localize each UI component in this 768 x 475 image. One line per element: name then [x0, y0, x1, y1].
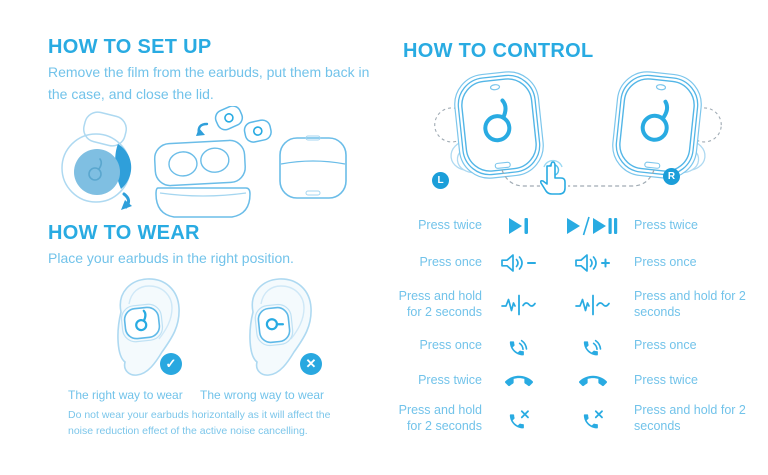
anc-mode-icon: [484, 293, 554, 317]
control-left-label: Press and hold for 2 seconds: [398, 289, 482, 319]
control-right-label: Press once: [634, 338, 697, 353]
volume-down-icon: [484, 252, 554, 274]
answer-call-icon: [554, 334, 632, 358]
skip-next-icon: [484, 216, 554, 236]
control-right-label: Press and hold for 2 seconds: [634, 289, 746, 319]
control-left-label: Press twice: [418, 373, 482, 388]
wear-illustration: [95, 272, 335, 384]
left-badge: L: [432, 172, 449, 189]
control-left-label: Press twice: [418, 218, 482, 233]
play-pause-icon: [554, 216, 632, 236]
setup-title: HOW TO SET UP: [48, 36, 212, 58]
reject-call-icon: [554, 407, 632, 431]
control-illustration: [408, 66, 748, 208]
tap-gesture-icon: [541, 161, 565, 194]
open-case-icon: [154, 106, 273, 217]
wear-title: HOW TO WEAR: [48, 222, 200, 244]
end-call-icon: [554, 374, 632, 388]
setup-body: Remove the film from the earbuds, put them back in the case, and close the lid.: [48, 64, 370, 102]
volume-up-icon: [554, 252, 632, 274]
answer-call-icon: [484, 334, 554, 358]
control-left-label: Press once: [419, 255, 482, 270]
control-left-label: Press once: [419, 338, 482, 353]
control-title: HOW TO CONTROL: [403, 40, 594, 62]
earbud-film-icon: [62, 109, 132, 210]
left-earbud-icon: [430, 69, 546, 184]
closed-case-icon: [280, 136, 346, 198]
control-table: [392, 210, 760, 442]
reject-call-icon: [484, 407, 554, 431]
control-left-label: Press and hold for 2 seconds: [398, 403, 482, 433]
end-call-icon: [484, 374, 554, 388]
anc-mode-icon: [554, 293, 632, 317]
control-right-label: Press twice: [634, 373, 698, 388]
right-badge: R: [663, 168, 680, 185]
control-right-label: Press and hold for 2 seconds: [634, 403, 746, 433]
right-earbud-icon: [610, 69, 726, 184]
cross-icon: ✕: [300, 353, 322, 375]
right-way-caption: The right way to wear: [68, 388, 183, 402]
wear-note: Do not wear your earbuds horizontally as it will affect the noise reduction effect of the active noise cancelling.: [68, 409, 331, 437]
check-icon: ✓: [160, 353, 182, 375]
wear-body: Place your earbuds in the right position.: [48, 250, 294, 266]
control-right-label: Press twice: [634, 218, 698, 233]
setup-illustration: [50, 106, 350, 218]
control-right-label: Press once: [634, 255, 697, 270]
wrong-way-caption: The wrong way to wear: [200, 388, 325, 402]
